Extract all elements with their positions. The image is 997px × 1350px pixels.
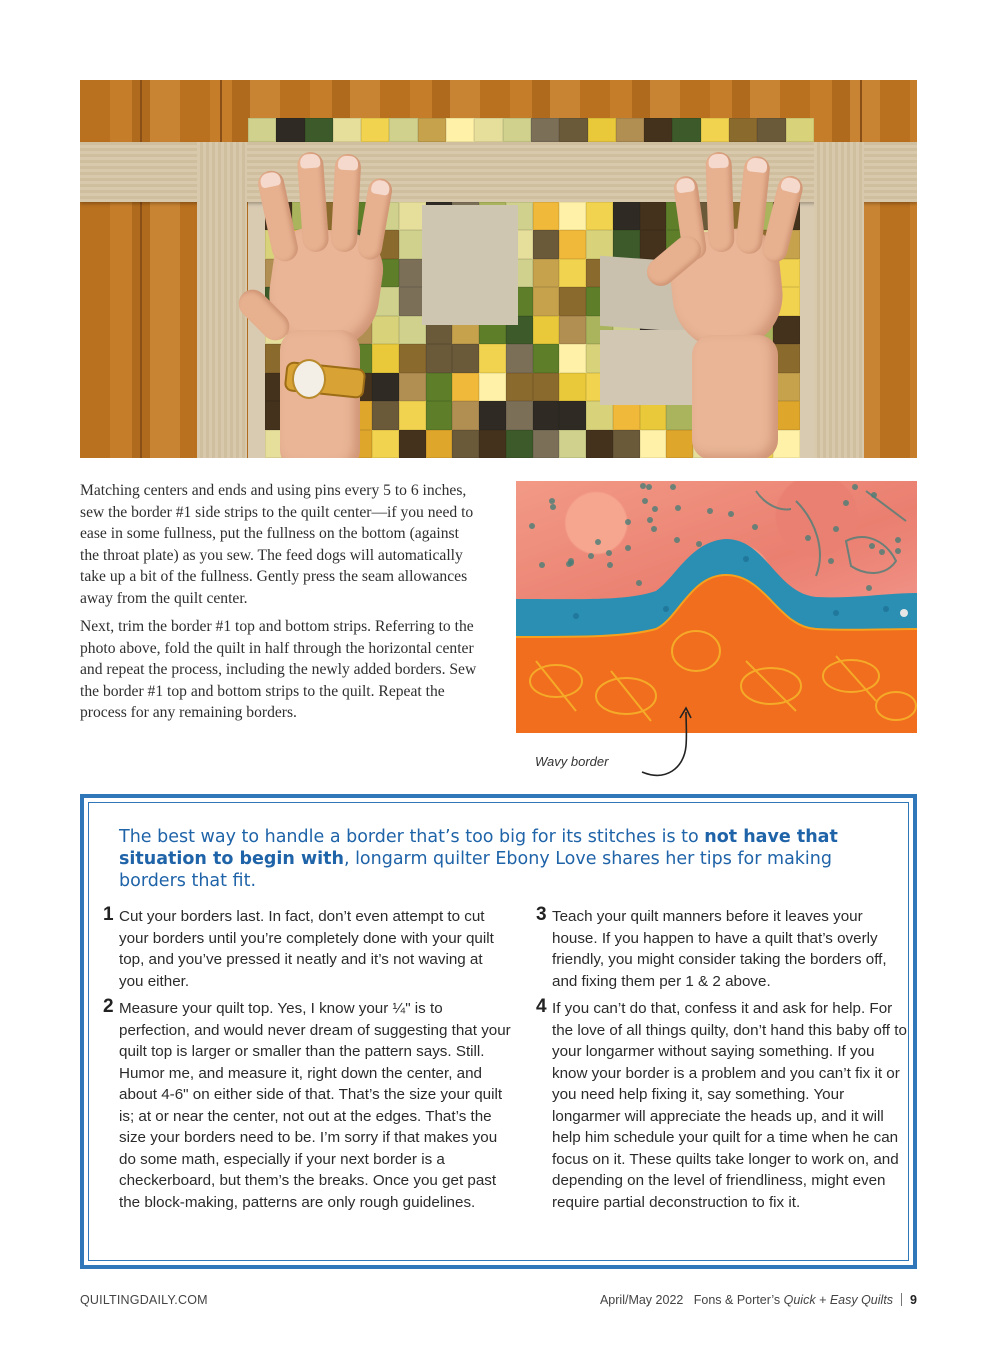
body-paragraph-1: Matching centers and ends and using pins every 5 to 6 inches, sew the border #1 side strips to the quilt center—if you need to ease in some fullness, put the fullness on the bottom (against the throat plate) as you sew. The feed dogs will automatically take up a bit of the fullness. Gently press the seam allowances away from the quilt center. (80, 482, 474, 607)
tip-number: 4 (536, 996, 547, 1017)
tips-sidebar-box (80, 794, 917, 1269)
tip-item-3 (536, 904, 912, 992)
tip-text: Cut your borders last. In fact, don’t even attempt to cut your borders until you’re completely done with your quilt top, and you’ve pressed it neatly and it’s not waving at you either. (119, 908, 494, 990)
headline-text-bold: not have that situation to begin with (119, 827, 838, 869)
quilt-border-photo (80, 80, 917, 458)
page-number: 9 (910, 1293, 917, 1307)
tip-number: 1 (103, 904, 114, 925)
headline-text-start: The best way to handle a border that’s too big for its stitches is to (119, 827, 705, 847)
wavy-border-photo (516, 481, 917, 733)
footer-issue-date: April/May 2022 (599, 1293, 684, 1307)
caption-arrow-icon (636, 706, 696, 782)
tip-text: Measure your quilt top. Yes, I know your ¼" is to perfection, and would never dream of suggesting that your quilt top is larger or smaller than the pattern says. Still. Humor me, and measure it, right down the center, and about 4-6" on either side of that. That’s the size your quilt is; at or near the center, not out at the edges. That’s the size your borders need to be. I’m sorry if that makes you do some math, especially if your next border is a checkerboard, but them’s the breaks. Once you get past the block-making, patterns are only rough guidelines. (119, 1000, 511, 1211)
tip-item-1 (103, 904, 504, 992)
wavy-border-caption: Wavy border (535, 754, 609, 769)
tip-text: If you can’t do that, confess it and ask for help. For the love of all things quilty, don’t hand this baby off to your longarmer without saying something. If you know your border is a problem and you can’t fix it or you need help fixing it, say something. Your longarmer will appreciate the heads up, and it will help him schedule your quilt for a time when he can focus on it. These quilts take longer to work on, and depending on the level of friendliness, might even require partial deconstruction to fix it. (552, 1000, 907, 1211)
footer-divider (901, 1293, 902, 1306)
tips-headline (119, 826, 859, 892)
footer-magazine (694, 1293, 893, 1307)
tip-number: 3 (536, 904, 547, 925)
magazine-title: Quick + Easy Quilts (783, 1293, 894, 1307)
tip-item-2 (103, 996, 511, 1213)
footer-site: QUILTINGDAILY.COM (80, 1293, 208, 1307)
footer-issue-info (600, 1293, 917, 1307)
tip-item-4 (536, 996, 912, 1213)
magazine-prefix: Fons & Porter’s (693, 1293, 784, 1307)
body-paragraph-2: Next, trim the border #1 top and bottom strips. Referring to the photo above, fold the quilt in half through the horizontal center and repeat the process, including the newly added borders. Sew the border #1 top and bottom strips to the quilt. Repeat the process for any remaining borders. (80, 618, 477, 721)
headline-text-end: , longarm quilter Ebony Love shares her tips for making borders that fit. (119, 849, 832, 891)
tip-text: Teach your quilt manners before it leaves your house. If you happen to have a quilt that’s overly friendly, you might consider taking the borders off, and fixing them per 1 & 2 above. (552, 908, 887, 990)
tip-number: 2 (103, 996, 114, 1017)
body-text (80, 480, 480, 731)
